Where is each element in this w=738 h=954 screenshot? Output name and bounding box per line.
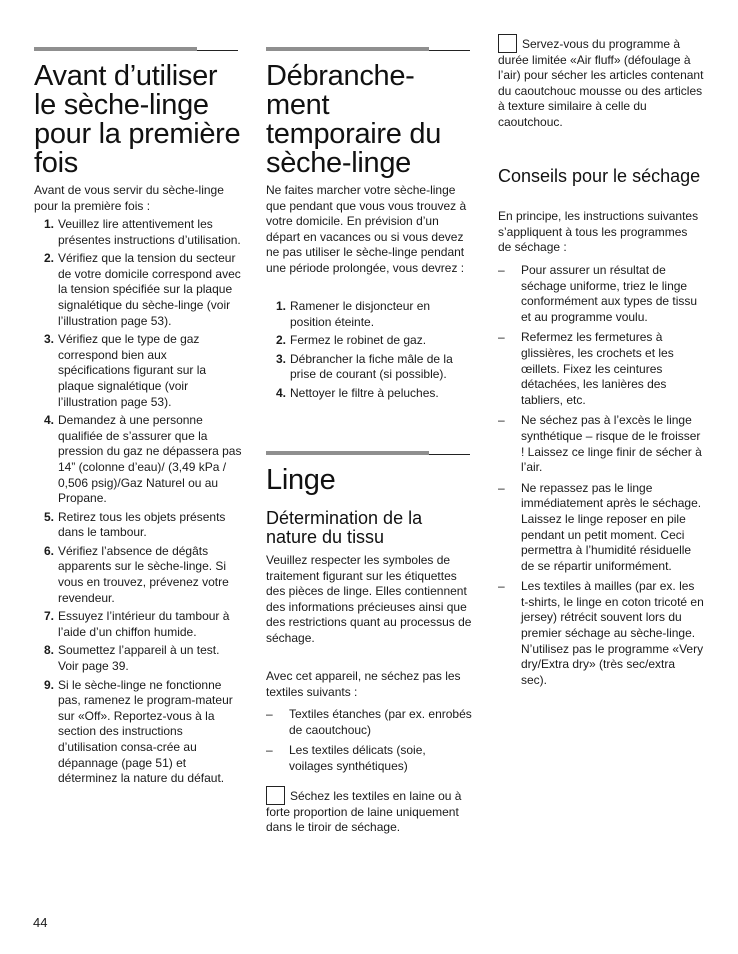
subheading-nature-tissu: Détermination de la nature du tissu — [266, 508, 423, 547]
air-fluff-note: Servez-vous du programme à durée limitée «Air fluff» (défoulage à l’air) pour sécher les articles contenant du caoutchouc mousse ou des articles à texture similaire à celle du caoutchouc. — [498, 37, 704, 129]
step-number: 2. — [44, 251, 55, 266]
step-text: Demandez à une personne qualifiée de s’assurer que la pression du gaz ne dépassera pas 14” (colonne d’eau)/ (3,49 kPa / 0,506 psig)/Gaz Naturel ou au Propane. — [58, 413, 242, 506]
section-title-avant-utiliser: Avant d’utiliser le sèche-linge pour la première fois — [34, 60, 241, 179]
bullet-item: – Textiles étanches (par ex. enrobés de caoutchouc) — [266, 707, 472, 738]
step-text: Vérifiez l’absence de dégâts apparents sur le sèche-linge. Si vous en trouvez, prévenez votre revendeur. — [58, 543, 229, 605]
step-number: 7. — [44, 609, 55, 624]
step-number: 4. — [276, 385, 287, 400]
paragraph: Avec cet appareil, ne séchez pas les textiles suivants : — [266, 669, 461, 699]
step-text: Ramener le disjoncteur en position éteinte. — [290, 299, 431, 329]
step-number: 3. — [276, 351, 287, 366]
intro-paragraph: En principe, les instructions suivantes s’appliquent à tous les programmes de séchage : — [498, 209, 699, 255]
step-number: 4. — [44, 413, 55, 428]
excluded-textiles-list — [266, 707, 472, 779]
section-rule — [266, 50, 470, 51]
wool-note: Séchez les textiles en laine ou à forte proportion de laine uniquement dans le tiroir de séchage. — [266, 789, 462, 835]
step-text: Vérifiez que la tension du secteur de votre domicile correspond avec la tension spécifiée sur la plaque signalétique du sèche-linge (voir l’illustration page 53). — [58, 251, 241, 328]
step-number: 5. — [44, 509, 55, 524]
section-rule — [34, 50, 238, 51]
step-item — [266, 386, 474, 402]
step-text: Nettoyer le filtre à peluches. — [290, 385, 439, 400]
subheading-conseils-sechage: Conseils pour le séchage — [498, 166, 701, 186]
step-number: 8. — [44, 643, 55, 658]
step-item — [34, 609, 242, 640]
step-number: 6. — [44, 543, 55, 558]
step-item — [34, 678, 242, 787]
step-item — [34, 332, 242, 410]
bullet-item: – Pour assurer un résultat de séchage uniforme, triez le linge conformément aux types de tissu et au programme voulu. — [498, 263, 704, 325]
step-text: Veuillez lire attentivement les présentes instructions d’utilisation. — [58, 217, 241, 247]
intro-paragraph: Avant de vous servir du sèche-linge pour la première fois : — [34, 183, 224, 213]
bullet-item: – Les textiles délicats (soie, voilages synthétiques) — [266, 743, 472, 774]
step-item — [266, 352, 474, 383]
step-item — [34, 510, 242, 541]
section-title-debranchement: Débranche-ment temporaire du sèche-linge — [266, 60, 442, 179]
page-number: 44 — [33, 915, 48, 930]
bullet-item: – Refermez les fermetures à glissières, les crochets et les œillets. Fixez les ceintures détachées, les lanières des tabliers, etc. — [498, 330, 704, 408]
bullet-item: – Ne repassez pas le linge immédiatement après le séchage. Laissez le linge reposer en pile pendant un petit moment. Ceci permettra à l’humidité résiduelle de se répartir uniformément. — [498, 481, 704, 575]
step-number: 9. — [44, 677, 55, 692]
bullet-item: – Les textiles à mailles (par ex. les t-shirts, le linge en coton tricoté en jersey) rétrécit souvent lors du premier séchage au sèche-linge. N’utilisez pas le programme «Very dry/Extra dry» (très sec/extra sec). — [498, 579, 704, 688]
step-text: Soumettez l’appareil à un test. Voir page 39. — [58, 643, 220, 674]
bullet-item: – Ne séchez pas à l’excès le linge synthétique – risque de le froisser ! Laissez ce linge finir de sécher à l’air. — [498, 413, 704, 475]
step-number: 2. — [276, 333, 287, 348]
step-item — [34, 251, 242, 329]
step-text: Essuyez l’intérieur du tambour à l’aide d’un chiffon humide. — [58, 609, 230, 639]
step-text: Si le sèche-linge ne fonctionne pas, ramenez le program-mateur sur «Off». Reportez-vous à la section des instructions d’utilisation consa-crée au dépannage (page 51) et déterminez la nature du défaut. — [58, 677, 233, 786]
section-rule — [266, 454, 470, 455]
step-number: 1. — [44, 217, 55, 231]
step-item — [34, 413, 242, 507]
step-number: 3. — [44, 332, 55, 347]
step-item — [34, 217, 242, 248]
drying-tips-list — [498, 263, 704, 693]
step-text: Retirez tous les objets présents dans le tambour. — [58, 509, 226, 540]
paragraph: Veuillez respecter les symboles de traitement figurant sur les étiquettes des pièces de linge. Elles contiennent des informations précieuses ainsi que des restrictions quant au processus de séchage. — [266, 553, 472, 645]
step-item — [34, 643, 242, 674]
intro-paragraph: Ne faites marcher votre sèche-linge que pendant que vous vous trouvez à votre domicile. En prévision d’un départ en vacances ou si vous devez ne pas utiliser le sèche-linge pendant une période prolongée, vous devrez : — [266, 183, 467, 275]
step-text: Vérifiez que le type de gaz correspond bien aux spécifications figurant sur la plaque signalétique (voir l’illustration page 53). — [58, 332, 207, 409]
step-text: Débrancher la fiche mâle de la prise de courant (si possible). — [290, 351, 453, 382]
step-text: Fermez le robinet de gaz. — [290, 333, 427, 348]
step-item — [266, 299, 474, 330]
first-use-steps — [34, 217, 242, 790]
disconnect-steps — [266, 299, 474, 405]
section-title-linge: Linge — [266, 464, 336, 496]
step-item — [34, 544, 242, 606]
step-number: 1. — [276, 299, 287, 313]
step-item — [266, 333, 474, 349]
